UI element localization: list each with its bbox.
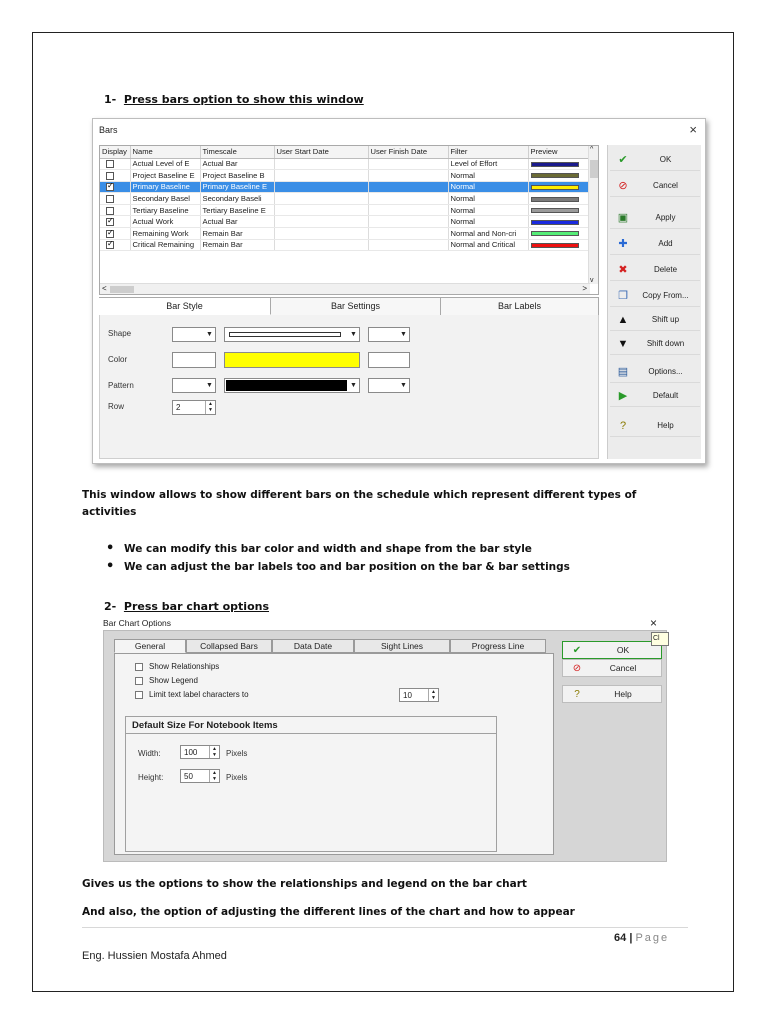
table-cell: Tertiary Baseline xyxy=(130,204,200,216)
table-cell xyxy=(368,158,448,170)
display-cell xyxy=(100,181,130,193)
width-value: 100 xyxy=(184,748,198,757)
help-label: Help xyxy=(614,689,632,699)
display-cell xyxy=(100,204,130,216)
limit-text-label: Limit text label characters to xyxy=(149,690,249,699)
display-checkbox[interactable] xyxy=(106,160,114,168)
show-relationships-row[interactable] xyxy=(135,662,219,671)
limit-stepper[interactable] xyxy=(399,688,439,702)
display-cell xyxy=(100,228,130,240)
table-row[interactable] xyxy=(100,181,590,193)
chevron-down-icon: ▼ xyxy=(350,382,357,389)
apply-button[interactable] xyxy=(610,207,700,229)
table-cell: Normal xyxy=(448,193,528,205)
table-cell: Normal and Critical xyxy=(448,239,528,251)
table-cell: Primary Baseline E xyxy=(200,181,274,193)
table-cell xyxy=(274,216,368,228)
display-checkbox[interactable] xyxy=(106,195,114,203)
close-icon[interactable]: × xyxy=(649,616,657,630)
table-cell xyxy=(274,239,368,251)
ok-label: OK xyxy=(659,155,672,164)
display-cell xyxy=(100,170,130,182)
step-2-heading xyxy=(104,600,269,613)
tab-progress-line[interactable]: Progress Line xyxy=(450,639,546,653)
table-row[interactable] xyxy=(100,216,590,228)
ok-button[interactable] xyxy=(610,149,700,171)
chevron-down-icon: ▼ xyxy=(400,331,407,338)
preview-cell xyxy=(528,228,590,240)
table-cell xyxy=(274,193,368,205)
page-number-value: 64 xyxy=(614,932,627,944)
chevron-down-icon: ▼ xyxy=(206,382,213,389)
show-legend-label: Show Legend xyxy=(149,676,198,685)
color-label: Color xyxy=(108,355,128,364)
pattern-label: Pattern xyxy=(108,381,134,390)
page-number xyxy=(614,932,669,944)
preview-cell xyxy=(528,239,590,251)
chevron-down-icon: ▼ xyxy=(206,331,213,338)
shift-down-label: Shift down xyxy=(646,339,685,348)
horizontal-scrollbar[interactable] xyxy=(100,283,590,294)
page-word: Page xyxy=(635,932,670,944)
height-stepper[interactable] xyxy=(180,769,220,783)
row-label: Row xyxy=(108,402,125,411)
width-label: Width: xyxy=(138,749,161,758)
options-label: Options... xyxy=(648,367,683,376)
show-relationships-checkbox[interactable] xyxy=(135,663,143,671)
width-units: Pixels xyxy=(226,749,248,758)
table-row[interactable] xyxy=(100,239,590,251)
closing-text-1: Gives us the options to show the relationships and legend on the bar chart xyxy=(82,878,527,890)
table-cell: Critical Remaining xyxy=(130,239,200,251)
bars-tabs xyxy=(99,297,599,315)
table-cell: Actual Bar xyxy=(200,158,274,170)
color-start-box[interactable] xyxy=(172,352,216,368)
table-cell: Actual Work xyxy=(130,216,200,228)
table-cell: Project Baseline E xyxy=(130,170,200,182)
show-legend-checkbox[interactable] xyxy=(135,677,143,685)
table-cell xyxy=(274,204,368,216)
footer-rule xyxy=(82,927,688,928)
preview-cell xyxy=(528,170,590,182)
table-cell: Normal xyxy=(448,170,528,182)
notebook-size-group xyxy=(125,716,497,852)
ok-icon: ✔ xyxy=(572,644,582,656)
author: Eng. Hussien Mostafa Ahmed xyxy=(82,950,227,962)
tab-bar-labels[interactable]: Bar Labels xyxy=(441,297,599,315)
tab-collapsed-bars[interactable]: Collapsed Bars xyxy=(186,639,272,653)
limit-value: 10 xyxy=(403,691,412,700)
table-cell xyxy=(368,193,448,205)
table-row[interactable] xyxy=(100,158,590,170)
shape-preview xyxy=(229,332,341,337)
step-2-text: Press bar chart options xyxy=(123,600,270,613)
display-checkbox[interactable] xyxy=(106,207,114,215)
add-label: Add xyxy=(658,239,673,248)
table-cell: Normal and Non-cri xyxy=(448,228,528,240)
shape-middle-dropdown[interactable] xyxy=(224,327,360,342)
shape-end-dropdown[interactable] xyxy=(368,327,410,342)
step-1-heading xyxy=(104,93,364,106)
cancel-icon: ⊘ xyxy=(572,662,582,674)
preview-cell xyxy=(528,193,590,205)
limit-text-row[interactable] xyxy=(135,690,249,699)
width-stepper[interactable] xyxy=(180,745,220,759)
table-cell: Remain Bar xyxy=(200,239,274,251)
intro-text: This window allows to show different bars on the schedule which represent different types of activities xyxy=(82,489,637,518)
table-cell: Project Baseline B xyxy=(200,170,274,182)
scroll-down-icon[interactable]: v xyxy=(590,277,594,284)
bars-dialog-title: Bars xyxy=(99,125,118,135)
copy-from-label: Copy From... xyxy=(642,291,689,300)
display-checkbox[interactable] xyxy=(106,183,114,191)
table-cell xyxy=(368,216,448,228)
display-checkbox[interactable] xyxy=(106,230,114,238)
column-header[interactable]: User Finish Date xyxy=(368,146,448,158)
ok-icon: ✔ xyxy=(618,154,628,166)
vertical-scrollbar[interactable] xyxy=(588,146,598,284)
shift-down-button[interactable] xyxy=(610,333,700,355)
preview-swatch xyxy=(531,231,579,236)
column-header[interactable]: Preview xyxy=(528,146,590,158)
step-1-text: Press bars option to show this window xyxy=(123,93,364,106)
table-cell xyxy=(368,204,448,216)
table-cell: Remain Bar xyxy=(200,228,274,240)
help-icon: ? xyxy=(619,419,627,432)
bars-dialog xyxy=(92,118,706,464)
chart-options-title: Bar Chart Options xyxy=(103,618,172,628)
table-cell xyxy=(368,181,448,193)
table-cell xyxy=(274,158,368,170)
display-checkbox[interactable] xyxy=(106,241,114,249)
delete-icon: ✖ xyxy=(618,264,628,276)
preview-swatch xyxy=(531,197,579,202)
column-header[interactable]: Timescale xyxy=(200,146,274,158)
pattern-end-dropdown[interactable] xyxy=(368,378,410,393)
chart-options-body xyxy=(103,630,667,862)
pattern-preview xyxy=(226,380,347,391)
table-cell: Level of Effort xyxy=(448,158,528,170)
table-row[interactable] xyxy=(100,204,590,216)
preview-swatch xyxy=(531,173,579,178)
spinner-icon[interactable]: ▲ ▼ xyxy=(205,401,215,414)
display-cell xyxy=(100,239,130,251)
height-value: 50 xyxy=(184,772,193,781)
tooltip: Cl xyxy=(651,632,669,646)
chevron-down-icon: ▼ xyxy=(350,331,357,338)
table-cell: Actual Bar xyxy=(200,216,274,228)
bullet-item: • We can adjust the bar labels too and bar position on the bar & bar settings xyxy=(102,558,692,576)
table-row[interactable] xyxy=(100,228,590,240)
display-cell xyxy=(100,216,130,228)
table-cell: Normal xyxy=(448,181,528,193)
ok-label: OK xyxy=(616,645,630,655)
step-1-number: 1- xyxy=(104,93,117,106)
tab-bar-settings[interactable]: Bar Settings xyxy=(271,297,441,315)
chevron-down-icon: ▼ xyxy=(400,382,407,389)
shift-down-icon: ▼ xyxy=(617,337,629,350)
cancel-label: Cancel xyxy=(609,663,637,673)
limit-text-checkbox[interactable] xyxy=(135,691,143,699)
spinner-icon[interactable]: ▲ ▼ xyxy=(209,770,219,782)
row-stepper[interactable] xyxy=(172,400,216,415)
close-icon[interactable]: × xyxy=(689,122,697,137)
bars-grid xyxy=(99,145,599,295)
chart-options-tabs xyxy=(114,639,554,653)
group-title: Default Size For Notebook Items xyxy=(132,720,278,731)
default-button[interactable] xyxy=(610,385,700,407)
preview-cell xyxy=(528,158,590,170)
table-cell xyxy=(274,228,368,240)
options-icon: ▤ xyxy=(617,366,629,378)
add-icon: ✚ xyxy=(618,238,628,250)
options-button[interactable] xyxy=(610,361,700,383)
preview-cell xyxy=(528,216,590,228)
step-2-number: 2- xyxy=(104,600,117,613)
table-cell xyxy=(368,239,448,251)
preview-swatch xyxy=(531,162,579,167)
apply-icon: ▣ xyxy=(617,212,629,224)
display-cell xyxy=(100,158,130,170)
hscroll-thumb[interactable] xyxy=(110,286,134,293)
help-icon: ? xyxy=(574,688,580,700)
scroll-up-icon[interactable]: ^ xyxy=(590,146,594,153)
tab-bar-style[interactable]: Bar Style xyxy=(99,297,271,315)
bars-table xyxy=(100,146,594,251)
table-cell: Primary Baseline xyxy=(130,181,200,193)
preview-cell xyxy=(528,181,590,193)
table-cell xyxy=(274,181,368,193)
shift-up-label: Shift up xyxy=(651,315,680,324)
pattern-middle-dropdown[interactable] xyxy=(224,378,360,393)
apply-label: Apply xyxy=(655,213,676,222)
height-units: Pixels xyxy=(226,773,248,782)
shift-up-button[interactable] xyxy=(610,309,700,331)
show-legend-row[interactable] xyxy=(135,676,198,685)
bar-style-panel xyxy=(99,315,599,459)
group-divider xyxy=(126,733,496,734)
row-value: 2 xyxy=(176,403,181,412)
default-label: Default xyxy=(652,391,679,400)
preview-swatch xyxy=(531,220,579,225)
closing-text-2: And also, the option of adjusting the different lines of the chart and how to appear xyxy=(82,906,575,918)
spinner-icon[interactable]: ▲ ▼ xyxy=(428,689,438,701)
ok-button[interactable] xyxy=(562,641,662,659)
delete-label: Delete xyxy=(653,265,678,274)
table-cell: Normal xyxy=(448,204,528,216)
general-panel xyxy=(114,653,554,855)
delete-button[interactable] xyxy=(610,259,700,281)
help-button[interactable] xyxy=(562,685,662,703)
tab-general[interactable]: General xyxy=(114,639,186,653)
table-cell: Normal xyxy=(448,216,528,228)
tab-data-date[interactable]: Data Date xyxy=(272,639,354,653)
display-checkbox[interactable] xyxy=(106,172,114,180)
display-checkbox[interactable] xyxy=(106,218,114,226)
add-button[interactable] xyxy=(610,233,700,255)
table-cell: Secondary Baseli xyxy=(200,193,274,205)
table-cell: Actual Level of E xyxy=(130,158,200,170)
default-icon: ▶ xyxy=(618,390,628,402)
column-header[interactable]: Name xyxy=(130,146,200,158)
tab-sight-lines[interactable]: Sight Lines xyxy=(354,639,450,653)
pattern-start-dropdown[interactable] xyxy=(172,378,216,393)
help-button[interactable] xyxy=(610,415,700,437)
copy-from-icon: ❐ xyxy=(618,290,628,302)
preview-cell xyxy=(528,204,590,216)
bars-side-buttons xyxy=(607,145,701,459)
scroll-left-icon[interactable]: < xyxy=(102,284,107,293)
column-header[interactable]: Filter xyxy=(448,146,528,158)
column-header[interactable]: Display xyxy=(100,146,130,158)
preview-swatch xyxy=(531,185,579,190)
table-cell: Remaining Work xyxy=(130,228,200,240)
cancel-label: Cancel xyxy=(653,181,678,190)
table-cell: Tertiary Baseline E xyxy=(200,204,274,216)
display-cell xyxy=(100,193,130,205)
table-cell: Secondary Basel xyxy=(130,193,200,205)
table-cell xyxy=(274,170,368,182)
table-row[interactable] xyxy=(100,170,590,182)
bullet-item: • We can modify this bar color and width and shape from the bar style xyxy=(102,540,692,558)
color-end-box[interactable] xyxy=(368,352,410,368)
scroll-thumb[interactable] xyxy=(590,160,598,178)
page-separator: | xyxy=(629,932,633,944)
color-middle-box[interactable] xyxy=(224,352,360,368)
bar-chart-options-dialog xyxy=(103,618,667,862)
table-cell xyxy=(368,228,448,240)
column-header[interactable]: User Start Date xyxy=(274,146,368,158)
shape-start-dropdown[interactable] xyxy=(172,327,216,342)
copy-from-button[interactable] xyxy=(610,285,700,307)
cancel-button[interactable] xyxy=(610,175,700,197)
shape-label: Shape xyxy=(108,329,132,338)
preview-swatch xyxy=(531,243,579,248)
preview-swatch xyxy=(531,208,579,213)
spinner-icon[interactable]: ▲ ▼ xyxy=(209,746,219,758)
table-row[interactable] xyxy=(100,193,590,205)
scroll-right-icon[interactable]: > xyxy=(582,284,587,293)
height-label: Height: xyxy=(138,773,164,782)
show-relationships-label: Show Relationships xyxy=(149,662,220,671)
bullet-list xyxy=(102,540,692,576)
cancel-icon: ⊘ xyxy=(618,180,628,192)
shift-up-icon: ▲ xyxy=(617,313,629,326)
cancel-button[interactable] xyxy=(562,659,662,677)
help-label: Help xyxy=(657,421,674,430)
table-cell xyxy=(368,170,448,182)
